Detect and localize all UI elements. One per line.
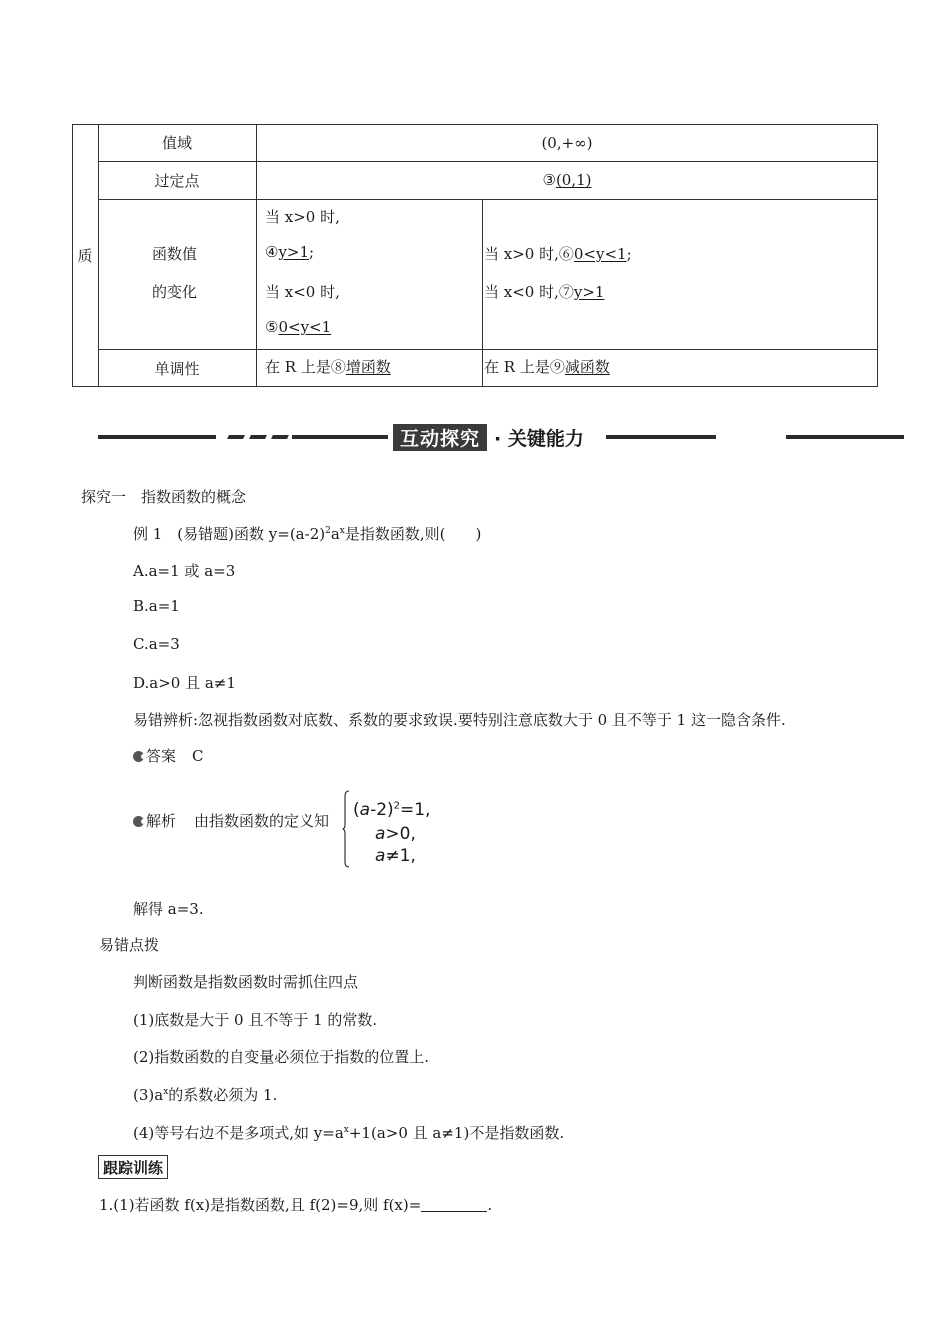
tip-text: (3)a bbox=[133, 1086, 164, 1104]
row-label-monotonicity: 单调性 bbox=[154, 359, 200, 378]
table-side-label: 质 bbox=[77, 247, 93, 265]
banner-line bbox=[292, 435, 388, 439]
answer-icon bbox=[133, 751, 144, 762]
banner-dash bbox=[271, 435, 289, 439]
answer-blank[interactable] bbox=[421, 1197, 487, 1212]
option-a: A.a=1 或 a=3 bbox=[133, 562, 236, 580]
answer-7: y>1 bbox=[573, 283, 605, 301]
monotonicity-right bbox=[484, 356, 610, 377]
tips-intro: 判断函数是指数函数时需抓住四点 bbox=[133, 973, 359, 991]
punctuation: ; bbox=[309, 243, 315, 261]
row-label-value-change-2: 的变化 bbox=[152, 283, 198, 301]
answer-4: y>1 bbox=[278, 243, 310, 261]
tip-4 bbox=[133, 1122, 564, 1143]
system-eq-1: $(a-2)^2=1$, bbox=[353, 800, 431, 820]
answer-8: 增函数 bbox=[345, 358, 391, 376]
superscript: x bbox=[343, 1125, 349, 1135]
fixed-point-value bbox=[256, 161, 878, 199]
answer-line bbox=[133, 745, 204, 766]
row-label-range: 值域 bbox=[161, 134, 192, 152]
example-text: 是指数函数,则( ) bbox=[344, 525, 482, 543]
banner-line bbox=[786, 435, 904, 439]
variable: a bbox=[359, 800, 371, 820]
question-1 bbox=[99, 1194, 492, 1215]
superscript: x bbox=[163, 1087, 169, 1097]
left-case-line-1: 当 x>0 时, bbox=[265, 208, 340, 226]
banner-dash bbox=[227, 435, 245, 439]
circled-number: ④ bbox=[265, 243, 279, 261]
option-c: C.a=3 bbox=[133, 635, 180, 653]
circled-number: ⑤ bbox=[265, 318, 279, 336]
option-b: B.a=1 bbox=[133, 597, 180, 615]
equation-text: =1, bbox=[400, 800, 431, 820]
case-text: 在 R 上是⑨ bbox=[484, 358, 565, 376]
punctuation: ; bbox=[626, 245, 632, 263]
range-value: (0,+∞) bbox=[541, 133, 593, 152]
equation-text: ≠1, bbox=[385, 846, 416, 866]
banner-title-text: · 关键能力 bbox=[494, 428, 584, 450]
banner-dash bbox=[249, 435, 267, 439]
row-label-value-change-1: 函数值 bbox=[152, 245, 198, 263]
variable: a bbox=[375, 846, 386, 866]
case-text: 当 x>0 时,⑥ bbox=[484, 245, 574, 263]
analysis-line bbox=[133, 810, 329, 831]
analysis-icon bbox=[133, 816, 144, 827]
analysis-label: 解析 bbox=[146, 812, 177, 830]
left-case-line-2 bbox=[265, 243, 314, 261]
answer-5: 0<y<1 bbox=[278, 318, 332, 336]
system-eq-2 bbox=[375, 824, 416, 844]
brace-icon bbox=[342, 790, 350, 868]
table-divider bbox=[98, 199, 878, 200]
example-question bbox=[133, 523, 481, 544]
answer-value: C bbox=[192, 747, 204, 765]
monotonicity-left bbox=[265, 356, 391, 377]
equation-text: -2) bbox=[370, 800, 394, 820]
example-text: a bbox=[330, 525, 340, 543]
question-text: 1.(1)若函数 f(x)是指数函数,且 f(2)=9,则 f(x)= bbox=[99, 1196, 422, 1214]
system-eq-3 bbox=[375, 846, 416, 866]
circled-number: ③ bbox=[542, 171, 556, 189]
banner-title-box: 互动探究 bbox=[393, 424, 487, 451]
punctuation: . bbox=[487, 1196, 493, 1214]
section-title: 探究一 指数函数的概念 bbox=[81, 488, 247, 506]
tip-2: (2)指数函数的自变量必须位于指数的位置上. bbox=[133, 1048, 430, 1066]
left-case-line-3: 当 x<0 时, bbox=[265, 283, 340, 301]
tip-text: 的系数必须为 1. bbox=[168, 1086, 278, 1104]
equation-text: >0, bbox=[385, 824, 416, 844]
option-d: D.a>0 且 a≠1 bbox=[133, 674, 236, 692]
right-case-line-2 bbox=[484, 281, 604, 302]
answer-6: 0<y<1 bbox=[573, 245, 627, 263]
answer-9: 减函数 bbox=[564, 358, 610, 376]
tips-title: 易错点拨 bbox=[99, 936, 160, 954]
result: 解得 a=3. bbox=[133, 900, 204, 918]
right-case-line-1 bbox=[484, 243, 632, 264]
table-divider bbox=[482, 200, 483, 387]
superscript: 2 bbox=[393, 800, 401, 812]
follow-up-training-label: 跟踪训练 bbox=[98, 1155, 168, 1179]
analysis-text: 由指数函数的定义知 bbox=[194, 812, 330, 830]
example-text: 例 1 (易错题)函数 y=(a-2) bbox=[133, 525, 326, 543]
row-label-fixed-point: 过定点 bbox=[154, 171, 200, 190]
tip-1: (1)底数是大于 0 且不等于 1 的常数. bbox=[133, 1011, 378, 1029]
case-text: 当 x<0 时,⑦ bbox=[484, 283, 574, 301]
superscript: 2 bbox=[325, 526, 331, 536]
variable: a bbox=[375, 824, 386, 844]
tip-text: (4)等号右边不是多项式,如 y=a bbox=[133, 1124, 344, 1142]
tip-text: +1(a>0 且 a≠1)不是指数函数. bbox=[348, 1124, 565, 1142]
tip-3 bbox=[133, 1084, 277, 1105]
case-text: 在 R 上是⑧ bbox=[265, 358, 346, 376]
superscript: x bbox=[339, 526, 345, 536]
left-case-line-4 bbox=[265, 318, 331, 336]
answer-label: 答案 bbox=[146, 747, 177, 765]
banner-line bbox=[98, 435, 216, 439]
banner-line bbox=[606, 435, 716, 439]
error-analysis: 易错辨析:忽视指数函数对底数、系数的要求致误.要特别注意底数大于 0 且不等于 1 这一隐含条件. bbox=[133, 711, 786, 729]
answer-fixed-point: (0,1) bbox=[555, 171, 592, 189]
